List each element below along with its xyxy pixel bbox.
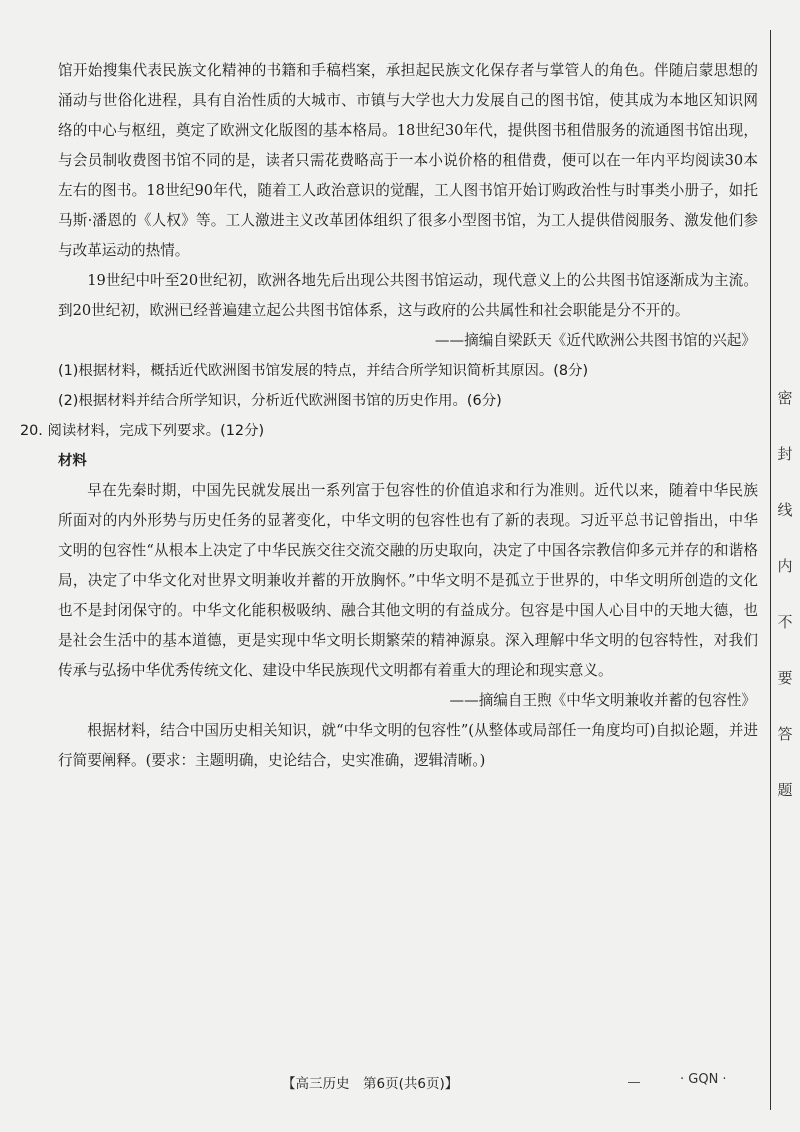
material-label: 材料 (58, 453, 87, 469)
page-content (20, 56, 758, 776)
seal-char: 线 (777, 501, 793, 519)
seal-char: 不 (777, 613, 793, 631)
question-20-source: ——摘编自王煦《中华文明兼收并蓄的包容性》 (449, 692, 756, 709)
seal-line-notice (770, 370, 800, 818)
passage-paragraph-1: 馆开始搜集代表民族文化精神的书籍和手稿档案，承担起民族文化保存者与掌管人的角色。伴随启蒙思想的涌动与世俗化进程，具有自治性质的大城市、市镇与大学也大力发展自己的图书馆，使其成为本地区知识网络的中心与枢纽，奠定了欧洲文化版图的基本格局。18世纪30年代，提供图书租借服务的流通图书馆出现，与会员制收费图书馆不同的是，读者只需花费略高于一本小说价格的租借费，便可以在一年内平均阅读30本左右的图书。18世纪90年代，随着工人政治意识的觉醒，工人图书馆开始订购政治性与时事类小册子，如托马斯·潘恩的《人权》等。工人激进主义改革团体组织了很多小型图书馆，为工人提供借阅服务、激发他们参与改革运动的热情。 (58, 62, 758, 259)
question-20-material: 早在先秦时期，中国先民就发展出一系列富于包容性的价值追求和行为准则。近代以来，随着中华民族所面对的内外形势与历史任务的显著变化，中华文明的包容性也有了新的表现。习近平总书记曾指出，中华文明的包容性“从根本上决定了中华民族交往交流交融的历史取向，决定了中国各宗教信仰多元并存的和谐格局，决定了中华文化对世界文明兼收并蓄的开放胸怀。”中华文明不是孤立于世界的，中华文明所创造的文化也不是封闭保守的。中华文化能积极吸纳、融合其他文明的有益成分。包容是中国人心目中的天地大德，也是社会生活中的基本道德，更是实现中华文明长期繁荣的精神源泉。深入理解中华文明的包容特性，对我们传承与弘扬中华优秀传统文化、建设中华民族现代文明都有着重大的理论和现实意义。 (58, 482, 758, 679)
seal-char: 封 (777, 445, 793, 463)
seal-char: 内 (777, 557, 793, 575)
question-20-header: 20. 阅读材料，完成下列要求。(12分) (20, 423, 265, 439)
footer-dash (628, 1082, 640, 1083)
paper-code: · GQN · (680, 1072, 727, 1087)
passage-source: ——摘编自梁跃天《近代欧洲公共图书馆的兴起》 (434, 332, 756, 349)
seal-char: 题 (777, 781, 793, 799)
question-19-part-1: (1)根据材料，概括近代欧洲图书馆发展的特点，并结合所学知识简析其原因。(8分) (58, 363, 589, 379)
seal-char: 要 (777, 669, 793, 687)
seal-char: 密 (777, 389, 793, 407)
question-19-part-2: (2)根据材料并结合所学知识，分析近代欧洲图书馆的历史作用。(6分) (58, 393, 502, 409)
seal-char: 答 (777, 725, 793, 743)
question-20-task: 根据材料，结合中国历史相关知识，就“中华文明的包容性”(从整体或局部任一角度均可)自拟论题，并进行简要阐释。(要求：主题明确，史论结合，史实准确，逻辑清晰。) (58, 722, 758, 769)
page-footer: 【高三历史 第6页(共6页)】 (282, 1076, 459, 1092)
passage-paragraph-2: 19世纪中叶至20世纪初，欧洲各地先后出现公共图书馆运动，现代意义上的公共图书馆逐渐成为主流。到20世纪初，欧洲已经普遍建立起公共图书馆体系，这与政府的公共属性和社会职能是分不开的。 (58, 272, 758, 319)
